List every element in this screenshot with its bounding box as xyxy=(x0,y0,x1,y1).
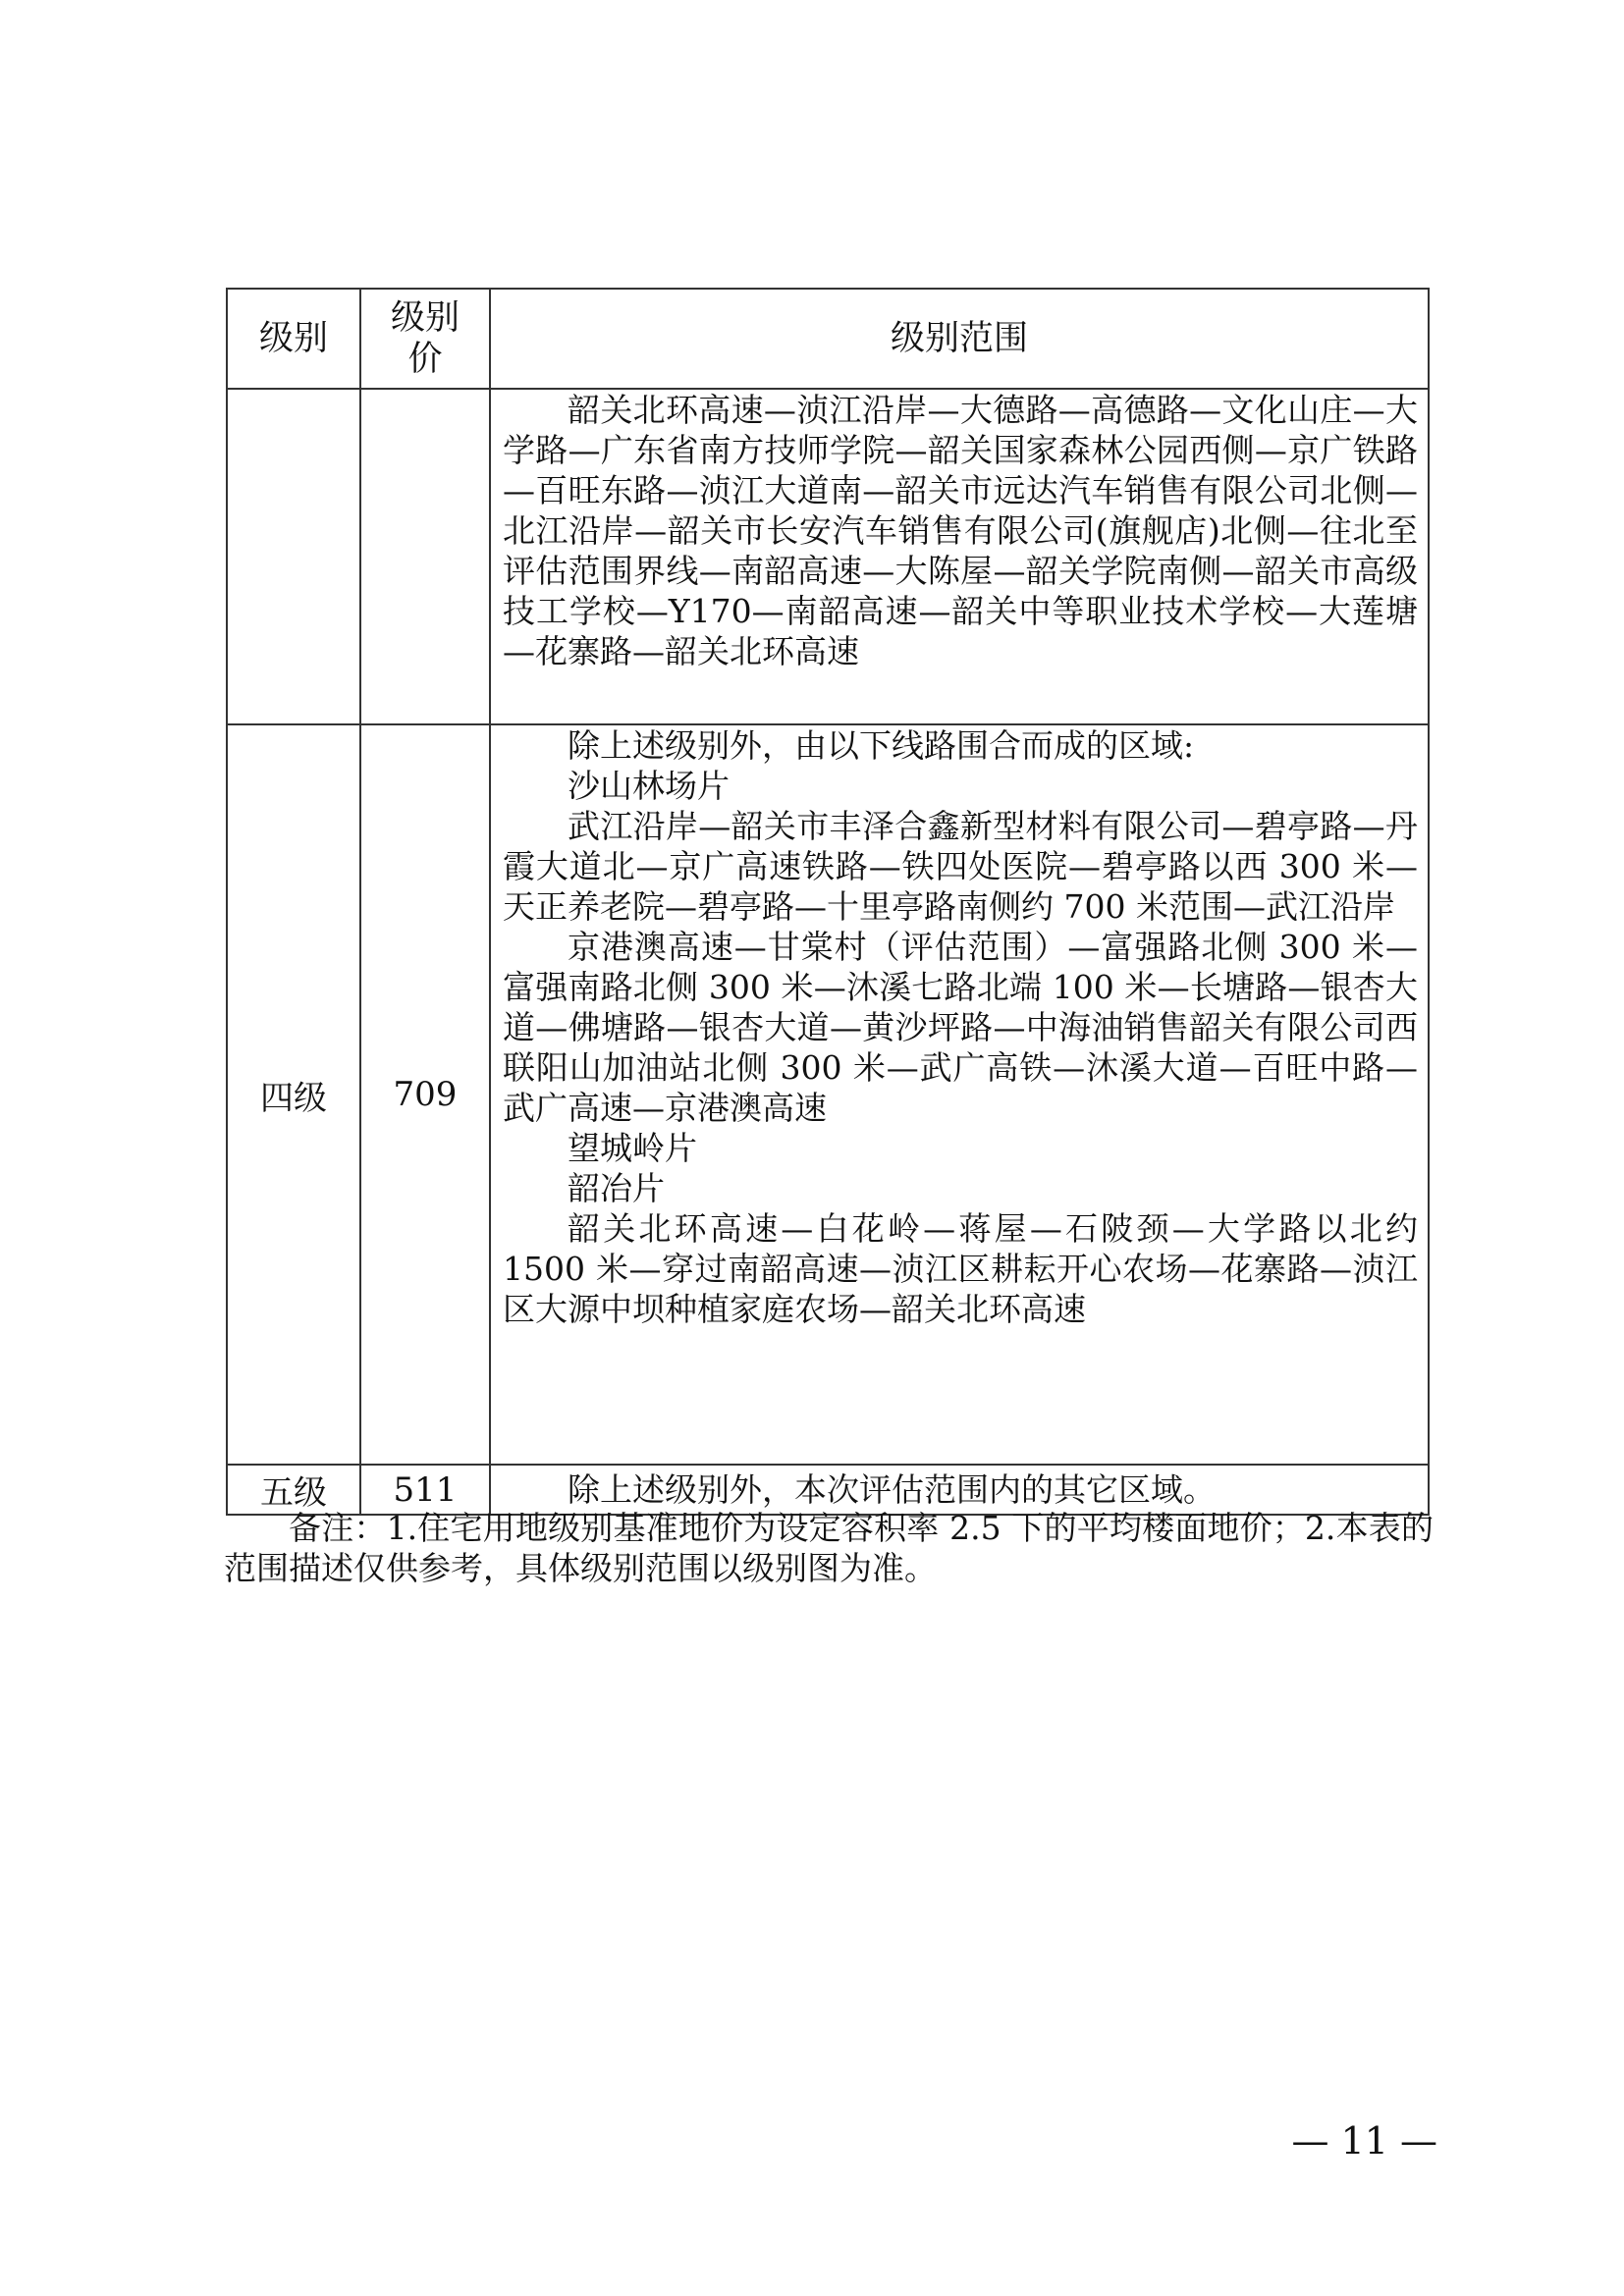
page-number: — 11 — xyxy=(1291,2119,1437,2163)
range-paragraph: 韶关北环高速—浈江沿岸—大德路—高德路—文化山庄—大学路—广东省南方技师学院—韶关国家森林公园西侧—京广铁路—百旺东路—浈江大道南—韶关市远达汽车销售有限公司北侧—北江沿岸—韶关市长安汽车销售有限公司(旗舰店)北侧—往北至评估范围界线—南韶高速—大陈屋—韶关学院南侧—韶关市高级技工学校—Y170—南韶高速—韶关中等职业技术学校—大莲塘—花寨路—韶关北环高速 xyxy=(503,391,1419,670)
range-cell xyxy=(490,724,1429,1465)
range-cell xyxy=(490,389,1429,724)
range-paragraph: 武江沿岸—韶关市丰泽合鑫新型材料有限公司—碧亭路—丹霞大道北—京广高速铁路—铁四处医院—碧亭路以西 300 米—天正养老院—碧亭路—十里亭路南侧约 700 米范围—武江沿岸 xyxy=(503,807,1418,926)
header-price-text: 级别价 xyxy=(390,298,460,379)
price-cell xyxy=(360,389,490,724)
table-header-row xyxy=(227,289,1429,389)
table-row xyxy=(227,389,1429,724)
level-cell: 四级 xyxy=(227,724,360,1465)
range-paragraph: 京港澳高速—甘棠村（评估范围）—富强路北侧 300 米—富强南路北侧 300 米—沐溪七路北端 100 米—长塘路—银杏大道—佛塘路—银杏大道—黄沙坪路—中海油销售韶关有限公司西联阳山加油站北侧 300 米—武广高铁—沐溪大道—百旺中路—武广高速—京港澳高速 xyxy=(503,928,1418,1127)
level-cell: 五级 xyxy=(227,1465,360,1515)
range-paragraph: 沙山林场片 xyxy=(568,767,730,805)
header-price xyxy=(360,289,490,389)
land-level-table xyxy=(226,288,1430,1516)
table-row xyxy=(227,724,1429,1465)
range-paragraph: 韶关北环高速—白花岭—蒋屋—石陂颈—大学路以北约 1500 米—穿过南韶高速—浈江区耕耘开心农场—花寨路—浈江区大源中坝种植家庭农场—韶关北环高速 xyxy=(503,1209,1418,1328)
level-cell xyxy=(227,389,360,724)
table-note: 备注：1.住宅用地级别基准地价为设定容积率 2.5 下的平均楼面地价；2.本表的范围描述仅供参考，具体级别范围以级别图为准。 xyxy=(224,1509,1434,1587)
range-paragraph: 除上述级别外，由以下线路围合而成的区域: xyxy=(568,726,1195,765)
range-paragraph: 韶冶片 xyxy=(568,1169,665,1207)
price-cell: 709 xyxy=(360,724,490,1465)
header-level: 级别 xyxy=(227,289,360,389)
range-paragraph: 望城岭片 xyxy=(568,1129,697,1167)
range-paragraph: 除上述级别外，本次评估范围内的其它区域。 xyxy=(568,1469,1216,1509)
header-range: 级别范围 xyxy=(490,289,1429,389)
price-cell: 511 xyxy=(360,1465,490,1515)
